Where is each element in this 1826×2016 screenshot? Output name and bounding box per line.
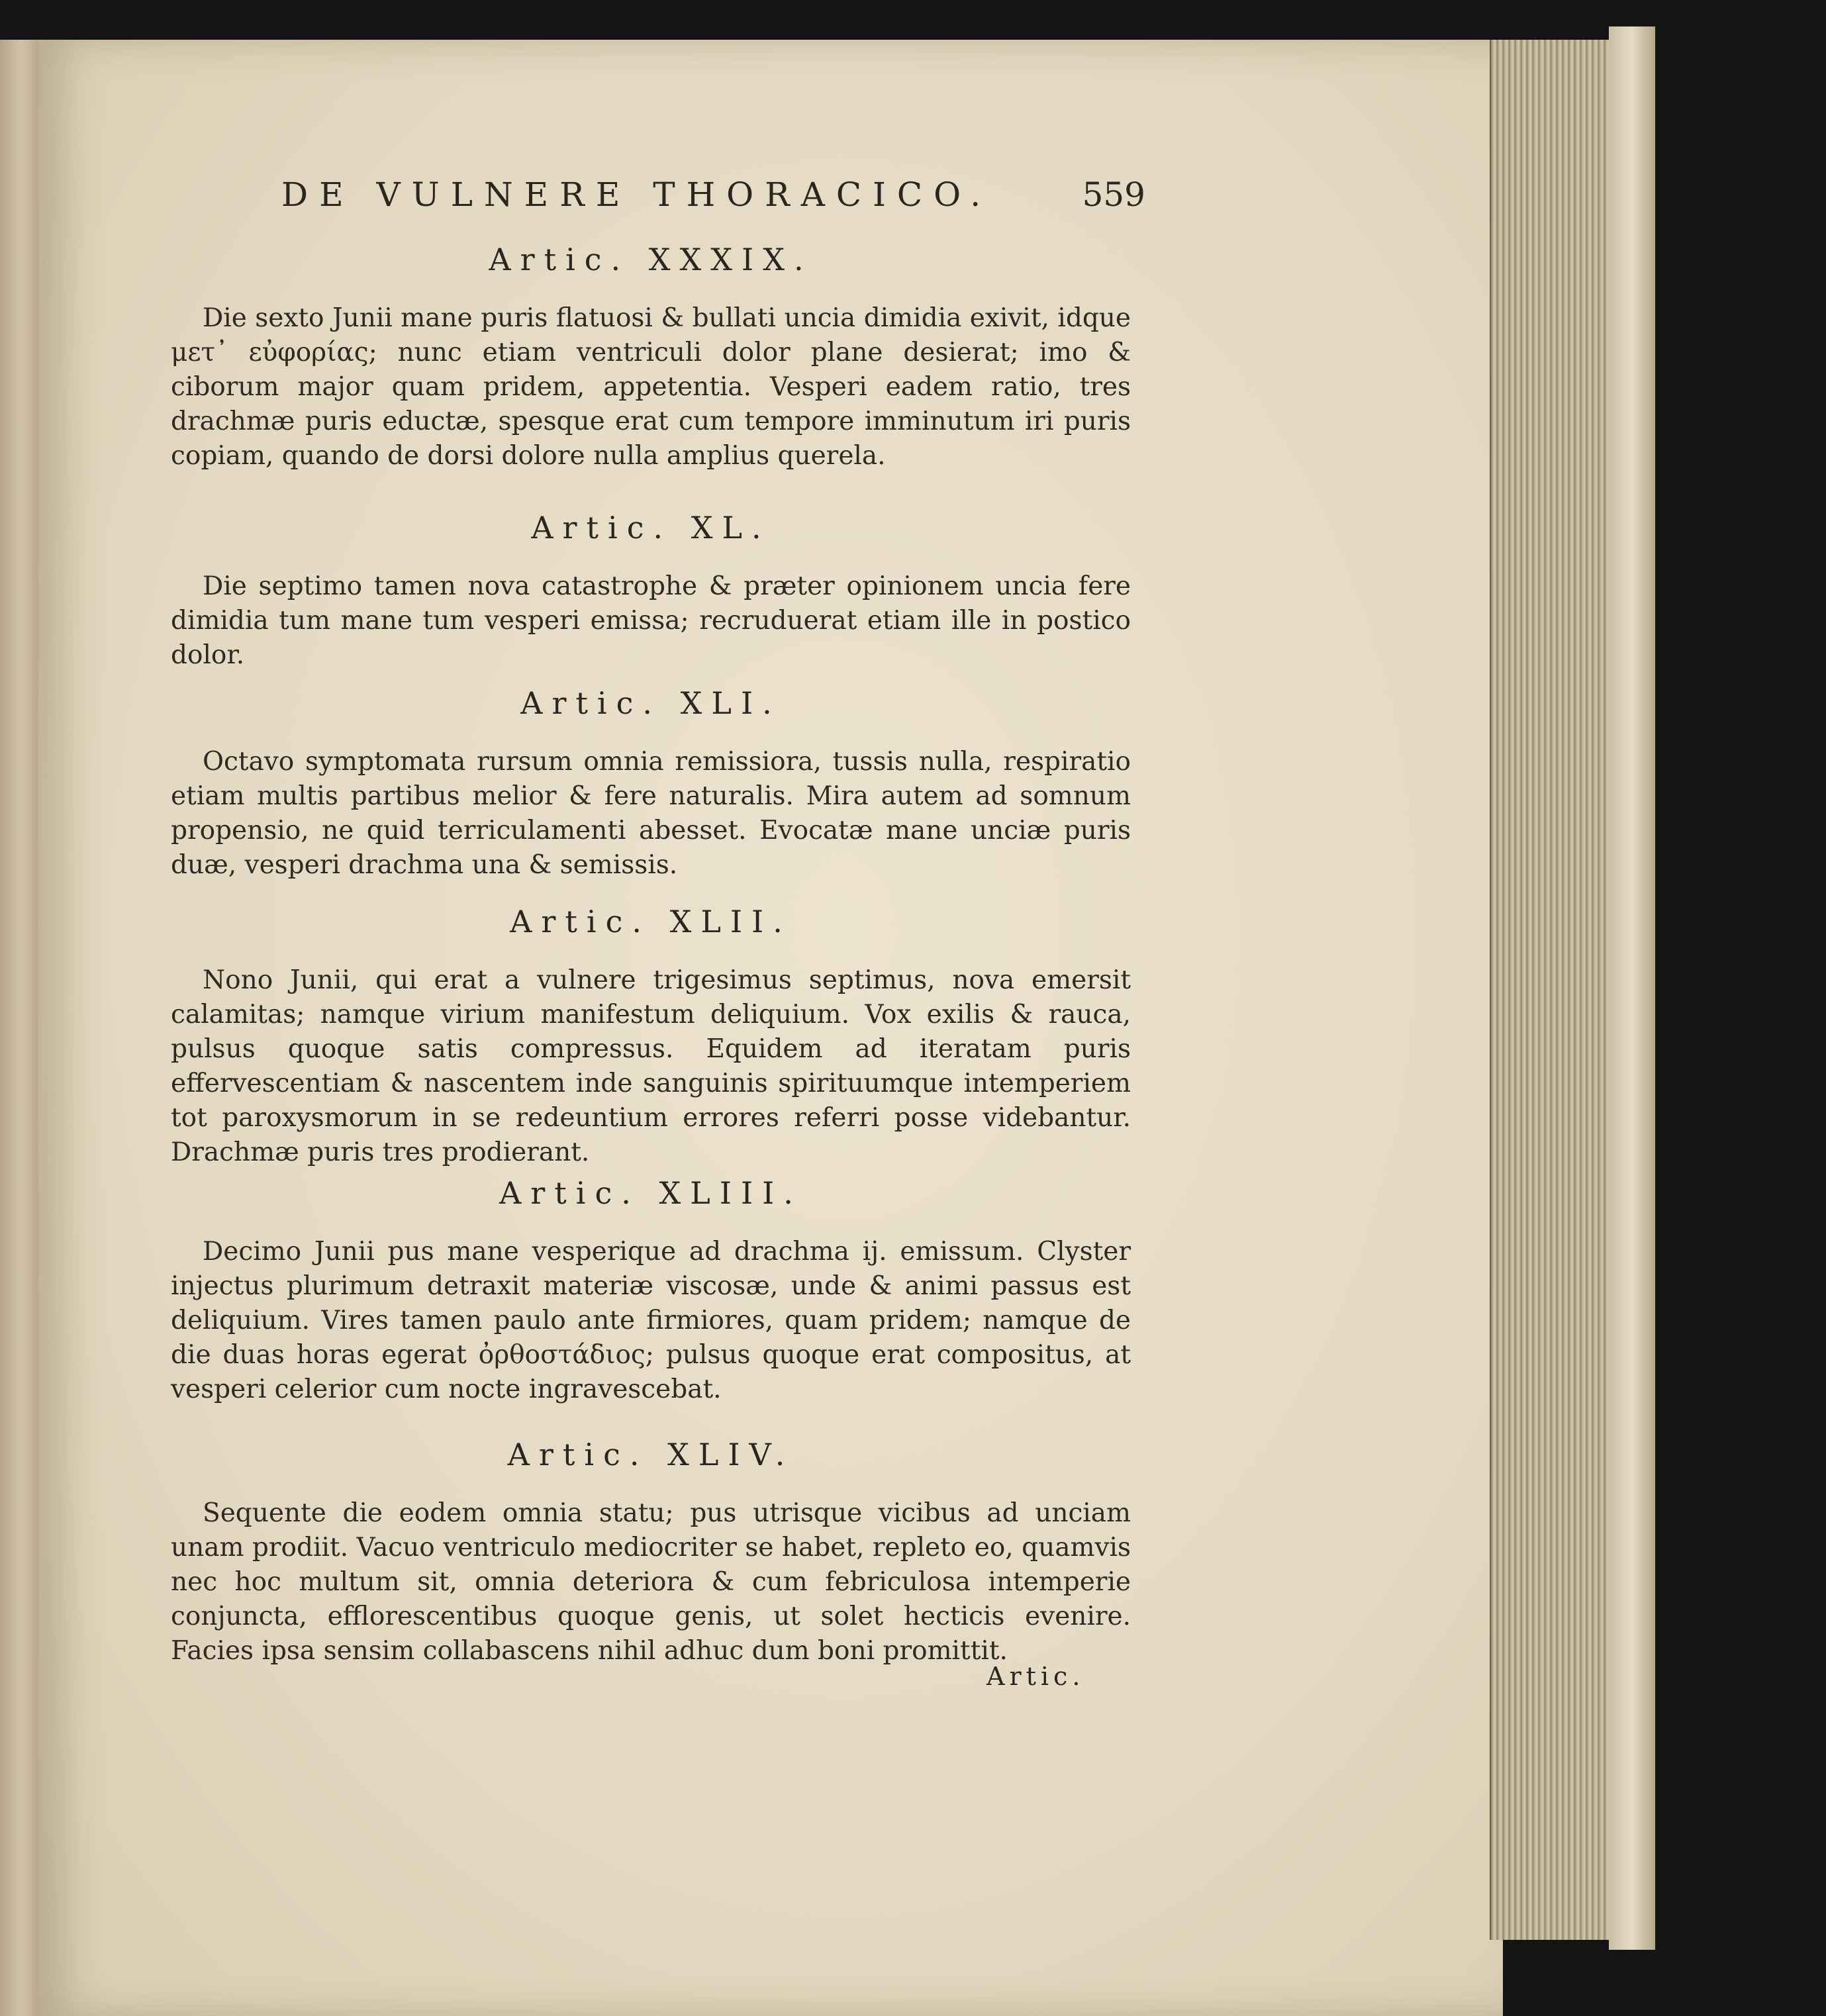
article-text: Octavo symptomata rursum omnia remissiora, tussis nulla, respiratio etiam multis partibus melior & fere naturalis. Mira autem ad somnum propensio, ne quid terriculamenti abesset. Evocatæ mane unciæ puris duæ, vesperi drachma una & semissis. — [171, 747, 1131, 880]
article-heading: Artic. XL. — [531, 510, 771, 546]
article-39 — [171, 242, 1131, 473]
article-41 — [171, 685, 1131, 883]
article-heading: Artic. XLII. — [510, 904, 792, 939]
article-43 — [171, 1175, 1131, 1407]
article-heading: Artic. XLIII. — [499, 1175, 802, 1211]
article-42 — [171, 904, 1131, 1170]
page-header — [245, 175, 1145, 222]
article-text: Die septimo tamen nova catastrophe & præter opinionem uncia fere dimidia tum mane tum vesperi emissa; recruduerat etiam ille in postico dolor. — [171, 571, 1131, 670]
article-40 — [171, 510, 1131, 673]
previous-page-edge — [0, 40, 38, 2016]
article-text: Nono Junii, qui erat a vulnere trigesimus septimus, nova emersit calamitas; namque virium manifestum deliquium. Vox exilis & rauca, pulsus quoque satis compressus. Equidem ad iteratam puris effervescentiam & nascentem inde sanguinis spirituumque intemperiem tot paroxysmorum in se redeuntium errores referri posse videbantur. Drachmæ puris tres prodierant. — [171, 965, 1131, 1167]
article-text: Decimo Junii pus mane vesperique ad drachma ij. emissum. Clyster injectus plurimum detraxit materiæ viscosæ, unde & animi passus est deliquium. Vires tamen paulo ante firmiores, quam pridem; namque de die duas horas egerat ὀρθοστάδιος; pulsus quoque erat compositus, at vesperi celerior cum nocte ingravescebat. — [171, 1237, 1131, 1404]
page-stack-edges — [1490, 40, 1617, 1940]
article-heading: Artic. XXXIX. — [489, 242, 813, 277]
article-heading: Artic. XLIV. — [507, 1437, 794, 1472]
book-cover-edge — [1609, 26, 1655, 1950]
running-title: DE VULNERE THORACICO. — [281, 175, 992, 214]
article-text: Die sexto Junii mane puris flatuosi & bullati uncia dimidia exivit, idque μετ᾽ εὐφορίας; nunc etiam ventriculi dolor plane desierat; imo & ciborum major quam pridem, appetentia. Vesperi eadem ratio, tres drachmæ puris eductæ, spesque erat cum tempore imminutum iri puris copiam, quando de dorsi dolore nulla amplius querela. — [171, 303, 1131, 471]
article-44 — [171, 1437, 1131, 1668]
page-number: 559 — [1082, 175, 1145, 214]
article-text: Sequente die eodem omnia statu; pus utrisque vicibus ad unciam unam prodiit. Vacuo ventriculo mediocriter se habet, repleto eo, quamvis nec hoc multum sit, omnia deteriora & cum febriculosa intemperie conjuncta, efflorescentibus quoque genis, ut solet hecticis evenire. Facies ipsa sensim collabascens nihil adhuc dum boni promittit. — [171, 1498, 1131, 1666]
article-heading: Artic. XLI. — [520, 685, 781, 721]
catchword: Artic. — [986, 1662, 1085, 1691]
